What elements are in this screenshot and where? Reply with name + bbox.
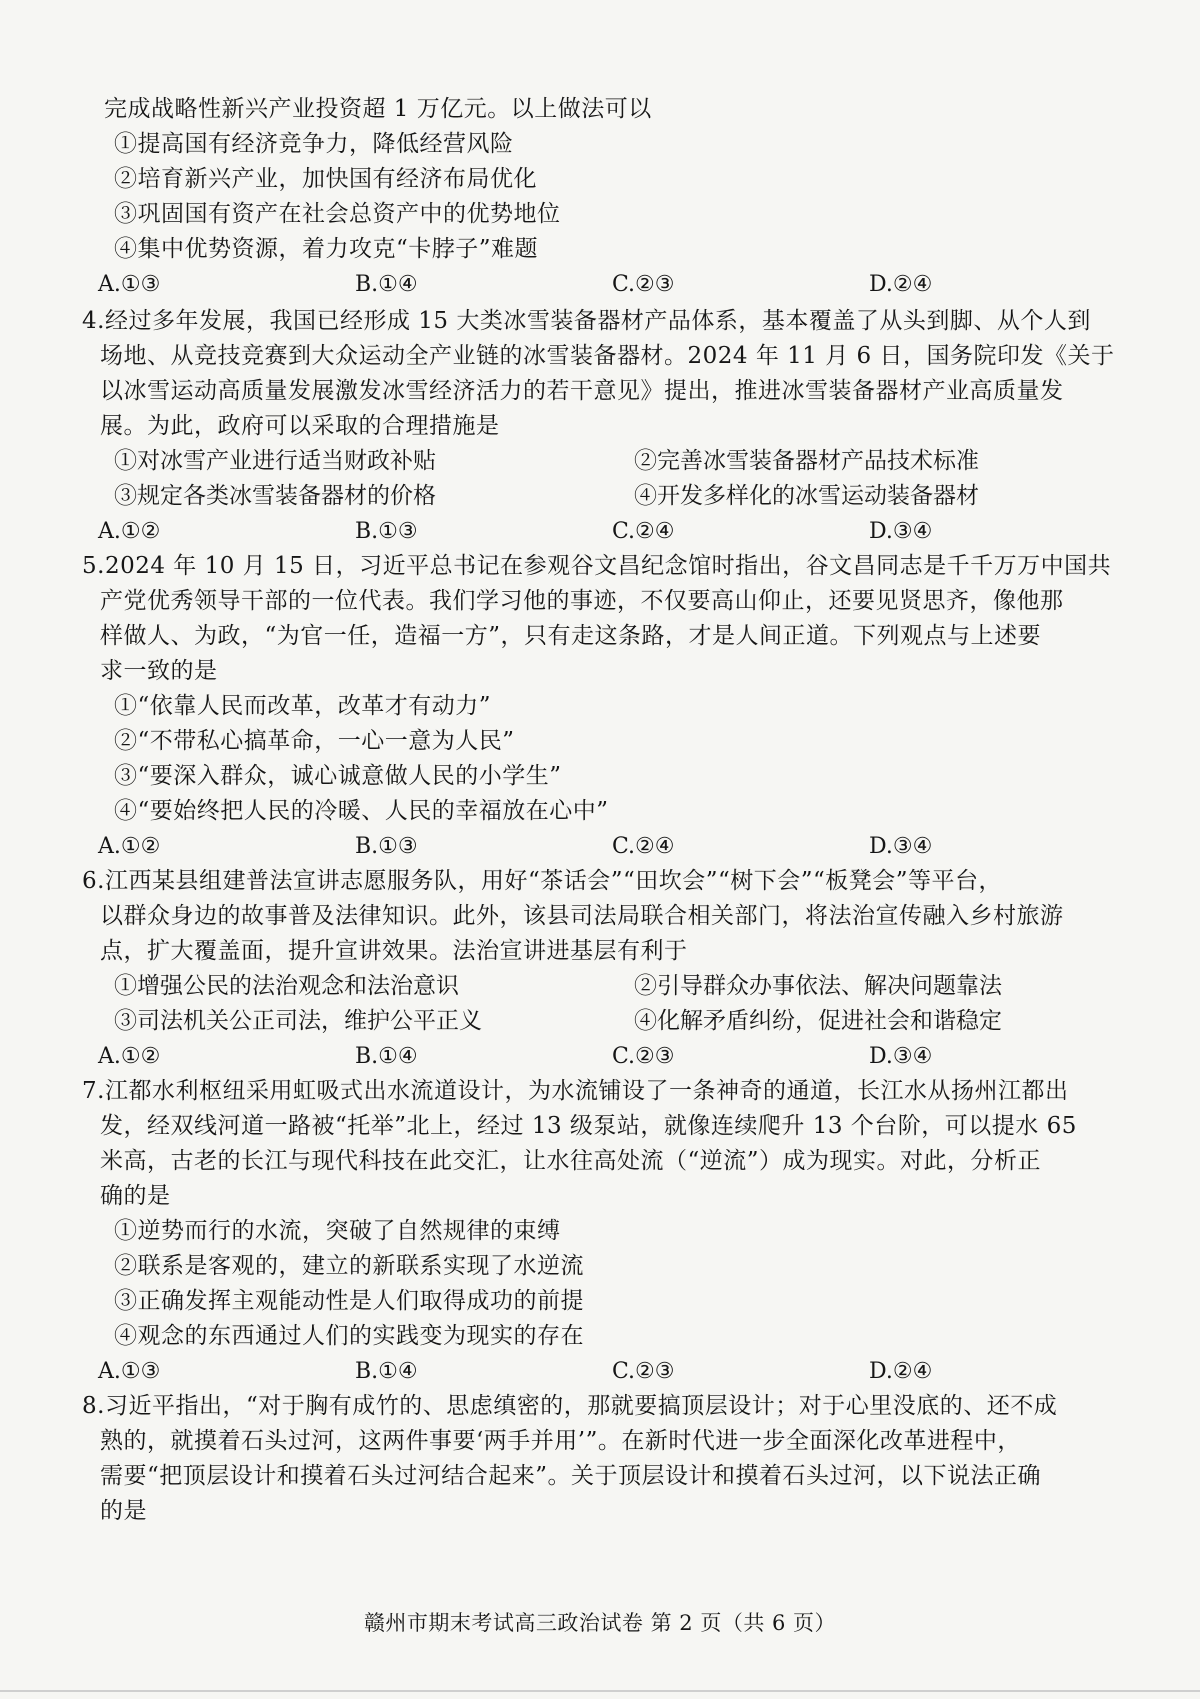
q7-choice-c: C.②③ — [612, 1359, 675, 1384]
q7-choice-a: A.①③ — [98, 1359, 161, 1384]
q3-option-2: ②培育新兴产业，加快国有经济布局优化 — [114, 166, 537, 192]
q4-options-row-1 — [86, 444, 1126, 479]
q4-choices — [86, 514, 1126, 549]
scan-edge-divider — [0, 1690, 1200, 1692]
q7-choice-d: D.②④ — [869, 1359, 933, 1384]
q5-choice-a: A.①② — [98, 834, 161, 859]
q7-choice-b: B.①④ — [355, 1359, 418, 1384]
q4-choice-d: D.③④ — [869, 519, 933, 544]
q4-option-4: ④开发多样化的冰雪运动装备器材 — [634, 483, 979, 509]
q6-stem-line-3: 点，扩大覆盖面，提升宣讲效果。法治宣讲进基层有利于 — [100, 938, 688, 964]
q3-option-1: ①提高国有经济竞争力，降低经营风险 — [114, 131, 514, 157]
q3-choice-a: A.①③ — [98, 272, 161, 297]
q4-choice-b: B.①③ — [355, 519, 418, 544]
q7-option-4: ④观念的东西通过人们的实践变为现实的存在 — [114, 1323, 584, 1349]
q3-choice-b: B.①④ — [355, 272, 418, 297]
q4-stem-line-4: 展。为此，政府可以采取的合理措施是 — [100, 413, 500, 439]
q5-stem-line-1: 5.2024 年 10 月 15 日，习近平总书记在参观谷文昌纪念馆时指出，谷文昌同志是千千万万中国共 — [82, 553, 1112, 579]
q3-stem-continuation: 完成战略性新兴产业投资超 1 万亿元。以上做法可以 — [104, 96, 652, 122]
q6-stem-line-2: 以群众身边的故事普及法律知识。此外，该县司法局联合相关部门，将法治宣传融入乡村旅游 — [100, 903, 1064, 929]
q8-stem-line-1: 8.习近平指出，“对于胸有成竹的、思虑缜密的，那就要搞顶层设计；对于心里没底的、还不成 — [82, 1393, 1058, 1419]
q6-option-2: ②引导群众办事依法、解决问题靠法 — [634, 973, 1002, 999]
q4-stem-line-2: 场地、从竞技竞赛到大众运动全产业链的冰雪装备器材。2024 年 11 月 6 日，国务院印发《关于 — [100, 343, 1115, 369]
q7-stem-line-2: 发，经双线河道一路被“托举”北上，经过 13 级泵站，就像连续爬升 13 个台阶，可以提水 65 — [100, 1113, 1077, 1139]
q8-stem-line-3: 需要“把顶层设计和摸着石头过河结合起来”。关于顶层设计和摸着石头过河，以下说法正确 — [100, 1463, 1042, 1489]
q6-choice-c: C.②③ — [612, 1044, 675, 1069]
q4-stem-line-1: 4.经过多年发展，我国已经形成 15 大类冰雪装备器材产品体系，基本覆盖了从头到脚、从个人到 — [82, 308, 1091, 334]
q5-option-3: ③“要深入群众，诚心诚意做人民的小学生” — [114, 763, 562, 789]
q7-stem-line-4: 确的是 — [100, 1183, 171, 1209]
q5-choices — [86, 829, 1126, 864]
q6-choice-d: D.③④ — [869, 1044, 933, 1069]
q6-choices — [86, 1039, 1126, 1074]
q6-options-row-2 — [86, 1004, 1126, 1039]
q7-option-2: ②联系是客观的，建立的新联系实现了水逆流 — [114, 1253, 584, 1279]
q3-option-3: ③巩固国有资产在社会总资产中的优势地位 — [114, 201, 561, 227]
q6-option-4: ④化解矛盾纠纷，促进社会和谐稳定 — [634, 1008, 1002, 1034]
q5-option-2: ②“不带私心搞革命，一心一意为人民” — [114, 728, 515, 754]
q7-stem-line-1: 7.江都水利枢纽采用虹吸式出水流道设计，为水流铺设了一条神奇的通道，长江水从扬州江都出 — [82, 1078, 1069, 1104]
q5-choice-b: B.①③ — [355, 834, 418, 859]
q8-stem-line-4: 的是 — [100, 1498, 147, 1524]
q5-stem-line-2: 产党优秀领导干部的一位代表。我们学习他的事迹，不仅要高山仰止，还要见贤思齐，像他那 — [100, 588, 1064, 614]
q4-option-3: ③规定各类冰雪装备器材的价格 — [114, 483, 436, 509]
q6-options-row-1 — [86, 969, 1126, 1004]
exam-content — [82, 92, 1126, 1529]
q3-choices — [86, 267, 1126, 302]
q3-choice-c: C.②③ — [612, 272, 675, 297]
q4-option-1: ①对冰雪产业进行适当财政补贴 — [114, 448, 436, 474]
q7-stem-line-3: 米高，古老的长江与现代科技在此交汇，让水往高处流（“逆流”）成为现实。对此，分析正 — [100, 1148, 1042, 1174]
q6-choice-a: A.①② — [98, 1044, 161, 1069]
q5-choice-c: C.②④ — [612, 834, 675, 859]
q5-stem-line-4: 求一致的是 — [100, 658, 218, 684]
page-footer: 赣州市期末考试高三政治试卷 第 2 页（共 6 页） — [363, 1611, 837, 1635]
q6-stem-line-1: 6.江西某县组建普法宣讲志愿服务队，用好“茶话会”“田坎会”“树下会”“板凳会”等平台， — [82, 868, 1003, 894]
q5-choice-d: D.③④ — [869, 834, 933, 859]
q7-option-1: ①逆势而行的水流，突破了自然规律的束缚 — [114, 1218, 561, 1244]
q4-choice-c: C.②④ — [612, 519, 675, 544]
q4-choice-a: A.①② — [98, 519, 161, 544]
q6-option-1: ①增强公民的法治观念和法治意识 — [114, 973, 459, 999]
q4-options-row-2 — [86, 479, 1126, 514]
q7-option-3: ③正确发挥主观能动性是人们取得成功的前提 — [114, 1288, 584, 1314]
q5-option-1: ①“依靠人民而改革，改革才有动力” — [114, 693, 492, 719]
q7-choices — [86, 1354, 1126, 1389]
q6-choice-b: B.①④ — [355, 1044, 418, 1069]
q3-option-4: ④集中优势资源，着力攻克“卡脖子”难题 — [114, 236, 539, 262]
q5-stem-line-3: 样做人、为政，“为官一任，造福一方”，只有走这条路，才是人间正道。下列观点与上述要 — [100, 623, 1042, 649]
q6-option-3: ③司法机关公正司法，维护公平正义 — [114, 1008, 482, 1034]
q8-stem-line-2: 熟的，就摸着石头过河，这两件事要‘两手并用’”。在新时代进一步全面深化改革进程中， — [100, 1428, 1021, 1454]
q4-stem-line-3: 以冰雪运动高质量发展激发冰雪经济活力的若干意见》提出，推进冰雪装备器材产业高质量发 — [100, 378, 1064, 404]
q4-option-2: ②完善冰雪装备器材产品技术标准 — [634, 448, 979, 474]
q5-option-4: ④“要始终把人民的冷暖、人民的幸福放在心中” — [114, 798, 609, 824]
q3-choice-d: D.②④ — [869, 272, 933, 297]
